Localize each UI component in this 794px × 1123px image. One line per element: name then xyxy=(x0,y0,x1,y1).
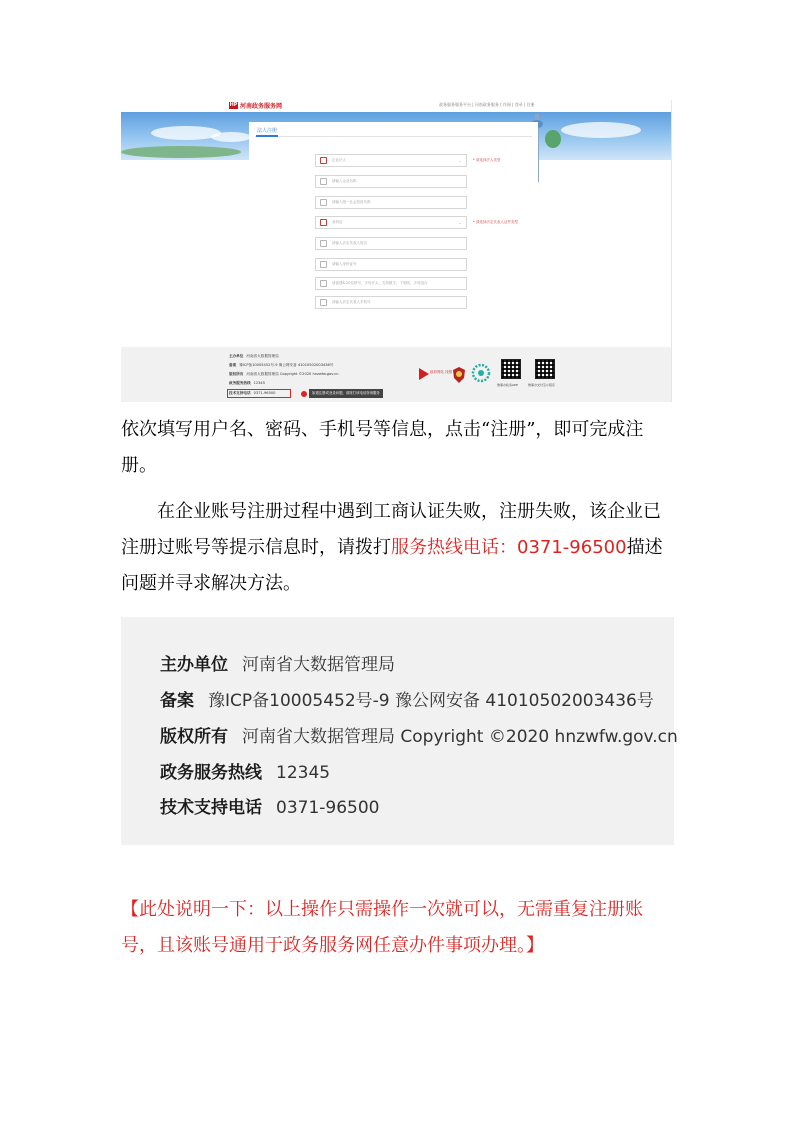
info-label: 主办单位 xyxy=(160,655,228,675)
footer-label: 政务服务热线 xyxy=(229,381,251,385)
user-icon xyxy=(320,157,327,164)
id-type-select[interactable] xyxy=(315,216,467,229)
footer-line xyxy=(229,381,265,386)
footer-label: 技术支持电话 xyxy=(229,391,251,395)
user-icon xyxy=(320,280,327,287)
tree-illustration xyxy=(121,146,241,158)
operation-note: 【此处说明一下：以上操作只需操作一次就可以，无需重复注册账号，且该账号通用于政务服务网任意办件事项办理。】 xyxy=(121,899,643,956)
info-row xyxy=(160,686,654,711)
footer-line xyxy=(229,372,339,377)
info-row xyxy=(160,793,379,818)
id-card-icon xyxy=(320,261,327,268)
footer-value: 豫ICP备10005452号-9 豫公网安备 41010502003436号 xyxy=(239,363,334,367)
info-value: 12345 xyxy=(276,763,331,783)
card-icon xyxy=(320,199,327,206)
account-input[interactable] xyxy=(315,277,467,290)
info-value: 河南省大数据管理局 Copyright ©2020 hnzwfw.gov.cn xyxy=(242,727,678,747)
footer-value: 河南省大数据管理局 xyxy=(246,354,279,358)
badge-text: 政府网站 找错 xyxy=(430,370,453,374)
paragraph-1: 依次填写用户名、密码、手机号等信息，点击“注册”，即可完成注册。 xyxy=(121,419,644,476)
legal-rep-name-input[interactable] xyxy=(315,237,467,250)
field-placeholder: 请输入身份证号 xyxy=(332,262,357,266)
info-value: 0371-96500 xyxy=(276,798,380,818)
info-value: 河南省大数据管理局 xyxy=(242,655,395,675)
legal-type-select[interactable] xyxy=(315,154,467,167)
chevron-down-icon: ⌄ xyxy=(458,158,462,163)
top-links: 政务服务服务平台 | 河南政务服务工作网 | 登录 | 注册 xyxy=(439,102,535,107)
footer-value: 河南省大数据管理局 Copyright ©2020 hnzwfw.gov.cn xyxy=(246,372,339,376)
user-icon xyxy=(320,240,327,247)
paragraph-2-end: 描述问题并寻求解决方法。 xyxy=(121,537,663,594)
logo-mark-icon: HP xyxy=(229,102,238,108)
field-placeholder: 请创建6-20位账号，字母开头，支持数字、下划线、字母组合 xyxy=(332,281,428,285)
cloud-shape xyxy=(561,122,641,138)
hotline-label: 服务热线电话： xyxy=(391,537,517,558)
registration-screenshot xyxy=(121,100,672,402)
support-tooltip: 如遇注册或登录问题，请拨打该电话咨询服务 xyxy=(309,389,383,398)
phone-icon xyxy=(320,299,327,306)
card-title[interactable]: 法人注册 xyxy=(257,128,278,134)
field-placeholder: 请输入企业名称 xyxy=(332,179,357,183)
footer-line xyxy=(229,363,333,368)
footer-label: 主办单位 xyxy=(229,354,244,358)
card-title-underline xyxy=(256,135,278,137)
id-card-icon xyxy=(320,219,327,226)
phone-input[interactable] xyxy=(315,296,467,309)
paragraph-2 xyxy=(121,494,674,602)
chevron-down-icon: ⌄ xyxy=(458,220,462,225)
qr-code-alipay xyxy=(535,359,555,379)
highlight-box xyxy=(227,389,291,398)
footer-line xyxy=(229,354,279,359)
footer-label: 版权所有 xyxy=(229,372,244,376)
cloud-shape xyxy=(211,132,251,142)
field-placeholder: 请输入统一社会信用代码 xyxy=(332,200,371,204)
info-label: 版权所有 xyxy=(160,727,228,747)
footer-value: 12345 xyxy=(253,381,265,385)
footer-label: 备案 xyxy=(229,363,237,367)
footer-value: 0371-96500 xyxy=(253,391,276,395)
qr-code-app xyxy=(501,359,521,379)
field-hint xyxy=(473,220,518,225)
footer-info-zoom xyxy=(121,617,678,845)
info-label: 政务服务热线 xyxy=(160,763,262,783)
field-placeholder: 请输入法定代表人手机号 xyxy=(332,300,371,304)
police-emblem-icon[interactable] xyxy=(452,366,466,384)
info-label: 备案 xyxy=(160,691,194,711)
site-logo xyxy=(229,101,282,110)
field-text: 企业法人 xyxy=(332,158,346,162)
site-topbar xyxy=(121,100,671,112)
tree-illustration xyxy=(545,130,561,148)
hotline-number: 0371-96500 xyxy=(517,537,627,558)
hint-text: * 请选择法人类型 xyxy=(473,158,501,162)
qr-caption: 豫事办支付宝小程序 xyxy=(528,383,556,387)
pointer-dot xyxy=(301,391,307,397)
info-row xyxy=(160,722,678,747)
paragraph-2-text: 在企业账号注册过程中遇到工商认证失败，注册失败，该企业已注册过账号等提示信息时，请拨打 xyxy=(121,501,661,558)
company-name-input[interactable] xyxy=(315,175,467,188)
gov-site-error-badge-icon[interactable] xyxy=(417,366,453,382)
field-text: 身份证 xyxy=(332,220,343,224)
building-icon xyxy=(320,178,327,185)
info-label: 技术支持电话 xyxy=(160,798,262,818)
qr-caption: 豫事办政务APP xyxy=(497,383,518,387)
info-row xyxy=(160,650,395,675)
info-value: 豫ICP备10005452号-9 豫公网安备 41010502003436号 xyxy=(208,691,654,711)
field-placeholder: 请输入法定代表人姓名 xyxy=(332,241,367,245)
field-hint xyxy=(473,158,500,163)
card-title-divider xyxy=(255,136,532,137)
credit-code-input[interactable] xyxy=(315,196,467,209)
hint-text: * 请选择法定代表人证件类型 xyxy=(473,220,518,224)
logo-text: 河南政务服务网 xyxy=(240,103,283,110)
site-footer xyxy=(121,347,671,402)
accessibility-ring-icon[interactable] xyxy=(471,363,491,383)
info-row xyxy=(160,758,330,783)
id-number-input[interactable] xyxy=(315,258,467,271)
